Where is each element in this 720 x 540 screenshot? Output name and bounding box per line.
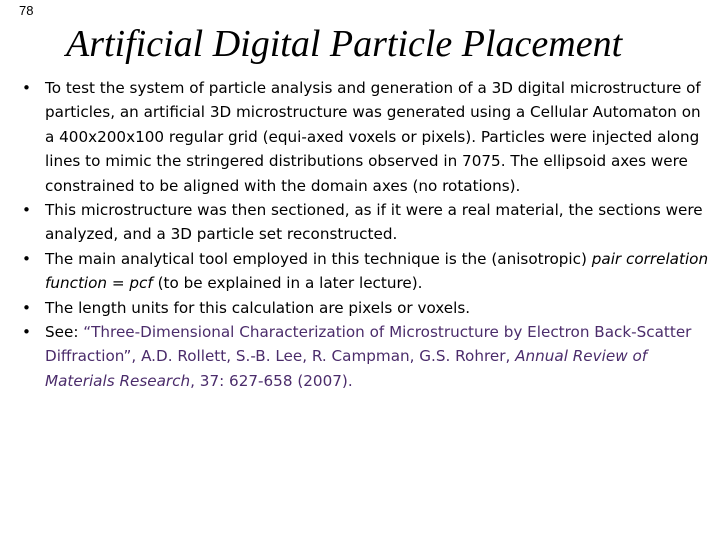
bullet-text: The main analytical tool employed in this technique is the (anisotropic): [45, 249, 592, 268]
bullet-text: The length units for this calculation are pixels or voxels.: [45, 298, 471, 317]
slide-title: Artificial Digital Particle Placement: [66, 23, 623, 65]
bullet-dot-icon: •: [22, 79, 31, 97]
bullet-item-1: [22, 76, 712, 198]
bullet-item-4: [22, 296, 712, 320]
bullet-list: [22, 76, 712, 393]
bullet-dot-icon: •: [22, 249, 31, 268]
bullet-item-2: [22, 198, 712, 247]
pcf-term: pair correlation function = pcf: [45, 249, 709, 293]
bullet-text: To test the system of particle analysis and generation of a 3D digital microstructure of particles, an artificial 3D microstructure was generated using a Cellular Automaton on a 400x200x100 regular grid (equi-axed voxels or pixels). Particles were injected along lines to mimic the stringered distributions observed in 7075. The ellipsoid axes were constrained to be aligned with the domain axes (no rotations).: [45, 79, 701, 195]
reference-journal[interactable]: Annual Review of Materials Research: [45, 347, 648, 390]
bullet-dot-icon: •: [22, 298, 31, 317]
bullet-dot-icon: •: [22, 201, 31, 220]
bullet-text: This microstructure was then sectioned, as if it were a real material, the sections were analyzed, and a 3D particle set reconstructed.: [45, 201, 703, 244]
bullet-text: See:: [45, 323, 84, 342]
bullet-text: (to be explained in a later lecture).: [152, 274, 423, 293]
reference-link[interactable]: “Three-Dimensional Characterization of Microstructure by Electron Back-Scatter Diffraction”, A.D. Rollett, S.-B. Lee, R. Campman, G.S. Rohrer,: [45, 323, 692, 366]
slide-number: 78: [19, 3, 34, 18]
bullet-dot-icon: •: [22, 323, 31, 342]
bullet-item-5: [22, 320, 712, 393]
reference-details[interactable]: , 37: 627-658 (2007).: [190, 371, 353, 390]
bullet-item-3: [22, 247, 712, 296]
